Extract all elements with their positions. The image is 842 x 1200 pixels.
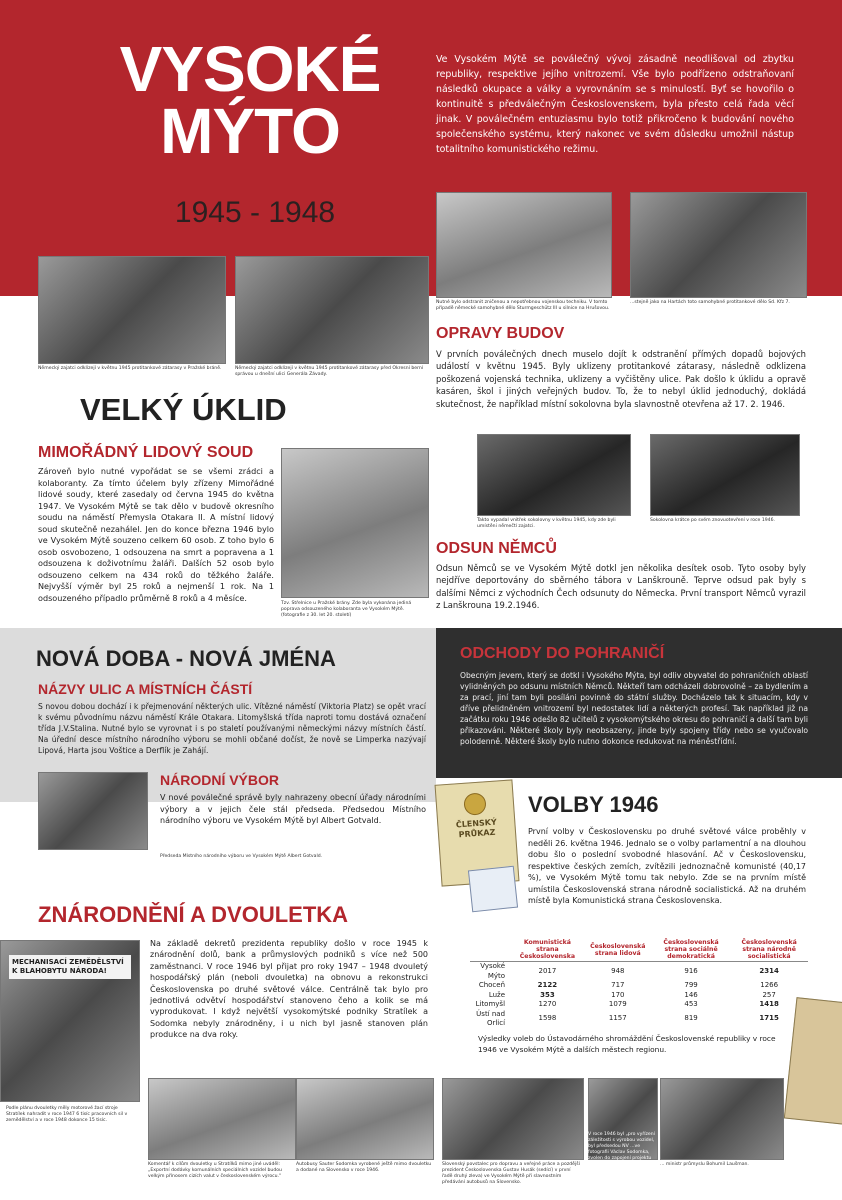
vote-cell: 1270 <box>538 1000 557 1008</box>
odsun-heading: ODSUN NĚMCŮ <box>436 540 557 557</box>
card-title: ČLENSKÝ PRŮKAZ <box>455 817 498 840</box>
volby-text: První volby v Československu po druhé světové válce proběhly v neděli 26. května 1946. Jednalo se o volby parlamentní a na dlouhou dobu šlo o poslední svobodné hlasování. Ač v Československu, respektive českých zemích, zvítězili jednoznačně komunisté (40,17 %), ve Vysokém Mýtě tomu tak nebylo. Zde se na prvním místě umístila Československá strana národně socialistická. Až na druhém místě byla Komunistická strana Československa. <box>528 827 806 905</box>
vote-cell: 948 <box>611 966 625 975</box>
vote-cell: 146 <box>684 990 698 999</box>
party-header: Československá strana sociálně demokratická <box>652 938 731 962</box>
vote-cell: 1079 <box>608 1000 627 1008</box>
caption-photo-6: Sokolovna krátce po svém znovuotevření v roce 1946. <box>650 518 775 523</box>
photo-berni-sprava <box>235 256 429 364</box>
party-header: Československá strana lidová <box>584 938 652 962</box>
intro-text: Ve Vysokém Mýtě se poválečný vývoj zásadně neodlišoval od zbytku republiky, respektive jejího vnitrozemí. Vše bylo podřízeno odstraňovaní následků okupace a války a vyrovnáním se s minulostí. Byť se hovořilo o kontinuitě s předválečným Československem, byla přesto celá řada věcí jinak. V poválečném entuziasmu bylo totiž přikročeno k budování nového společenského systému, který nakonec ve svém důsledku umožnil nástup totalitního komunistického režimu. <box>436 54 794 155</box>
photo-sokolovna-1946 <box>650 434 800 516</box>
vote-cell: 170 <box>611 990 625 999</box>
soud-heading: MIMOŘÁDNÝ LIDOVÝ SOUD <box>38 444 254 461</box>
photo-stratilek-truck <box>148 1078 296 1160</box>
caption-photo-9: Podle plánu dvouletky měly motorové žací stroje Stratílek nahradit v roce 1947 6 tisíc pracovních sil v zemědělství a v roce 1948 dokonce 15 tisíc. <box>6 1106 128 1123</box>
znarodneni-text: Na základě dekretů prezidenta republiky došlo v roce 1945 k znárodnění dolů, bank a průmyslových podniků s více než 500 zaměstnanci. V roce 1946 byl přijat pro roky 1947 – 1948 dvouletý hospodářský plán (neboli dvouletka) na obnovu a rekonstrukci Československa po druhé světové válce. Centrálně tak bylo pro jednotlivá odvětví hospodářství stanoveno čeho a kolik se má vyprodukovat. I když největší vysokomýtské podniky Stratílek a Sodomka nebyly znárodněny, i u nich byl jasně stanoven plán produkce na dva roky. <box>150 939 428 1040</box>
ulice-heading: NÁZVY ULIC A MÍSTNÍCH ČÁSTÍ <box>38 681 253 697</box>
vote-cell: 2122 <box>537 981 558 989</box>
party-header: Komunistická strana Československa <box>511 938 584 962</box>
town-cell: Ústí nad Orlicí <box>476 1009 506 1027</box>
banner-text: MECHANISACÍ ZEMĚDĚLSTVÍ K BLAHOBYTU NÁRODA! <box>9 955 131 979</box>
caption-photo-4: ...stejně jako na Hartách toto samohybné protitankové dělo Sd. Kfz 7. <box>630 300 790 305</box>
emblem-icon <box>463 792 486 815</box>
title-line-1: VYSOKÉ <box>119 33 381 105</box>
caption-photo-8: Předseda Místního národního výboru ve Vysokém Mýtě Albert Gotvald. <box>160 854 323 859</box>
town-cell: Litomyšl <box>475 1000 506 1008</box>
photo-sodomka-buses <box>296 1078 434 1160</box>
town-cell: Luže <box>488 990 506 999</box>
vote-cell: 916 <box>684 966 698 975</box>
party-header: Československá strana národně socialistická <box>730 938 808 962</box>
velky-uklid-heading: VELKÝ ÚKLID <box>80 392 287 427</box>
caption-photo-7: Tzv. Střelnice u Pražské brány. Zde byla vykonána jediná poprava odsouzeného kolaboranta ve Vysokém Mýtě. (fotografie z 30. let 20. století) <box>281 601 412 618</box>
volby-table <box>470 938 808 1029</box>
vote-cell: 2017 <box>538 966 557 975</box>
caption-photo-10: Komentář k cílům dvouletky u Stratílků mimo jiné uváděl: „Exportní dodávky komunálních speciálních vozidel budou velkým přínosem cizích valut v československém výrocu.“ <box>148 1162 282 1179</box>
vote-cell: 1266 <box>760 981 779 989</box>
vote-cell: 799 <box>684 981 698 989</box>
corner-cell <box>470 938 511 962</box>
caption-photo-13: V roce 1946 byl „pro vyřízení záležitosti s výrobou vozidel, byl předsedou NV ...ve fotografii Václav Sodomka, zvolen do zapojení projektu ...podnikatelů hospodářské ... prof. Dr. Zdeněk Nejedlý a... <box>588 1132 656 1173</box>
vybor-text: V nové poválečné správě byly nahrazeny obecní úřady národními výbory a v jejich čele stál předseda. Předsedou Místního národního výboru ve Vysokém Mýtě byl Albert Gotvald. <box>160 793 426 825</box>
title-line-2: MÝTO <box>160 95 340 167</box>
vote-cell: 717 <box>611 981 625 989</box>
photo-sokolovna-1945 <box>477 434 631 516</box>
ulice-text: S novou dobou dochází i k přejmenování některých ulic. Vítězné náměstí (Viktoria Platz) se opět vrací k svému původnímu názvu náměstí Krále Otakara. Litomyšlská třída naproti tomu dostává označení třída J.V.Stalina. Nutné bylo se vyrovnat i s po staletí používanými německými názvy místních částí. Na úřední desce místního národního výboru se mohli občané dočíst, že nově se Limperka nazývají Lipová, Harta jsou Voštice a Derflík je Zahájí. <box>38 702 426 755</box>
caption-photo-1: Německý zajatci odklízejí v květnu 1945 protitankové zátarasy v Pražské bráně. <box>38 366 222 371</box>
volby-table-row <box>470 962 808 982</box>
odsun-text: Odsun Němců se ve Vysokém Mýtě dotkl jen několika desítek osob. Tyto osoby byly nejdříve deportovány do sběrného tábora v Lanškrouně. Teprve odsud pak byly s dalšími Němci z východních Čech odsunuty do Německa. První transport Němců vyrazil z Lanškrouna 19.2.1946. <box>436 563 806 611</box>
caption-photo-14: ... ministr průmyslu Bohumil Laušman. <box>660 1162 749 1167</box>
photo-sdkfz <box>630 192 807 298</box>
volby-caption: Výsledky voleb do Ústavodárného shromáždění Československé republiky v roce 1946 ve Vysokém Mýtě a dalších městech regionu. <box>478 1034 776 1054</box>
vote-cell: 453 <box>684 1000 698 1008</box>
caption-photo-12: Slovenský povstalec pro dopravu a veřejné práce a pozdější prezident Československa Gustav Husák (sedící) v první řadě druhý zleva) ve Vysokém Mýtě při slavnostním předávání autobusů na Slovensko. <box>442 1162 580 1185</box>
vote-cell: 1157 <box>608 1014 627 1023</box>
page-title <box>70 33 430 167</box>
photo-lausman <box>660 1078 784 1160</box>
page-years: 1945 - 1948 <box>174 196 336 229</box>
ballot-card <box>468 866 518 913</box>
volby-heading: VOLBY 1946 <box>528 792 659 817</box>
volby-table-row <box>470 981 808 991</box>
vote-cell: 1418 <box>759 1000 779 1008</box>
town-cell: Choceň <box>478 981 506 989</box>
caption-photo-11: Autobusy Sauter Sodomka vyrobené ještě mimo dvouletku a dodané na Slovensko v roce 1946. <box>296 1162 432 1173</box>
vote-cell: 819 <box>684 1014 698 1023</box>
soud-text: Zároveň bylo nutné vypořádat se se všemi zrádci a kolaboranty. Za tímto účelem byly zřízeny Mimořádné lidové soudy, které zasedaly od června 1945 do května 1947. Ve Vysokém Mýtě se tak dělo v budově okresního soudu na náměstí Přemysla Otakara II. A místní lidový soud skutečně nezahálel. Jen do konce března 1946 bylo ve Vysokém Mýtě souzeno celkem 60 osob. Z toho bylo 6 osob osvobozeno, 1 odsouzena na smrt a popravena a 1 odsouzena k doživotnímu žaláři. Dalších 52 osob bylo odsouzeno celkem na 434 roků do těžkého žaláře. Nejvyšší výměr byl 25 roků a nejmenší 1 rok. Na 1 odsouzeného případlo průměrně 8 roků a 4 měsíce. <box>38 466 274 603</box>
photo-husak <box>442 1078 584 1160</box>
photo-sturmgeschutz <box>436 192 612 298</box>
photo-gotvald <box>38 772 148 850</box>
volby-table-row <box>470 1000 808 1010</box>
volby-table-row <box>470 991 808 1001</box>
vote-cell: 353 <box>540 990 555 999</box>
town-cell: Vysoké Mýto <box>480 962 506 980</box>
odchody-heading: ODCHODY DO POHRANIČÍ <box>460 645 665 662</box>
vote-cell: 1598 <box>538 1014 557 1023</box>
vote-cell: 257 <box>762 990 776 999</box>
znarodneni-heading: ZNÁRODNĚNÍ A DVOULETKA <box>38 902 349 927</box>
vybor-heading: NÁRODNÍ VÝBOR <box>160 772 280 788</box>
caption-photo-5: Takto vypadal vnitřek sokolovny v květnu 1945, kdy zde byli umístěni němečtí zajatci. <box>477 518 616 529</box>
nova-doba-heading: NOVÁ DOBA - NOVÁ JMÉNA <box>36 646 336 671</box>
odchody-text: Obecným jevem, který se dotkl i Vysokého Mýta, byl odliv obyvatel do pohraničních oblastí vylidněných po odsunu místních Němců. Někteří tam odcházeli dobrovolně – za bydlením a za prací, jiní tam byli posíláni povinně do státní služby. Docházelo tak k situacím, kdy v dříve přelidněném vnitrozemí byl nedostatek lidí a některých profesí. Tak například již na začátku roku 1946 odešlo 82 učitelů z vysokomýtského okresu do pohraničí a další tam byli přikazováni. Některé školy byly neobsazeny, jinde byly spojeny třídy nebo se vyučovalo polodenně. Některé školy bylo nutno dokonce redukovat na méněstřídní. <box>460 671 808 746</box>
volby-table-row <box>470 1010 808 1029</box>
opravy-heading: OPRAVY BUDOV <box>436 325 565 342</box>
vote-cell: 1715 <box>759 1014 779 1023</box>
opravy-text: V prvních poválečných dnech muselo dojít k odstranění přímých dopadů bojových událostí v květnu 1945. Byly uklizeny protitankové zátarasy, následně odklizena poškozená vojenská technika, uklizeny a vyčištěny ulice. Pak došlo k úklidu a opravě kasáren, škol i jiných veřejných budov. To, že to nebyl úklid jednoduchý, dokládá skutečnost, že například místní sokolovna byla slavnostně otevřena až 17. 2. 1946. <box>436 349 806 409</box>
caption-photo-3: Nutné bylo odstranit zničenou a nepotřebnou vojenskou techniku. V tomto případě německé samohybné dělo Sturmgeschütz III u silnice na Hrušovou. <box>436 300 610 311</box>
photo-prazska-brana <box>38 256 226 364</box>
caption-photo-2: Německý zajatci odklízejí v květnu 1945 protitankové zátarasy před Okresní berní správou u dnešní ulici Generála Závady. <box>235 366 424 377</box>
vote-cell: 2314 <box>759 966 779 975</box>
photo-strelnice <box>281 448 429 598</box>
volby-table-header <box>470 938 808 962</box>
photo-banner <box>0 940 140 1102</box>
